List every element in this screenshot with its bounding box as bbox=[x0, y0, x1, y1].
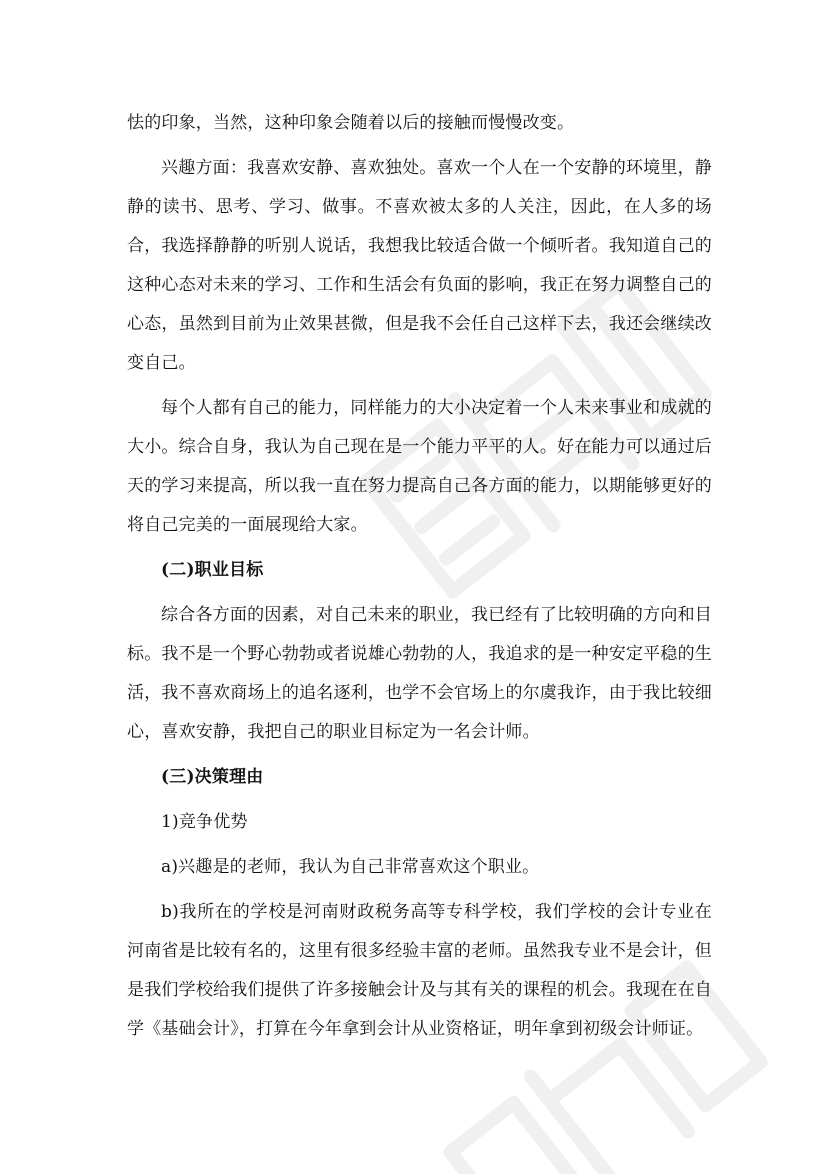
paragraph-career-goal: 综合各方面的因素，对自己未来的职业，我已经有了比较明确的方向和目标。我不是一个野心勃勃或者说雄心勃勃的人，我追求的是一种安定平稳的生活，我不喜欢商场上的追名逐利，也学不会官场上的尔虞我诈，由于我比较细心，喜欢安静，我把自己的职业目标定为一名会计师。 bbox=[127, 605, 712, 742]
list-item-a: a)兴趣是的老师，我认为自己非常喜欢这个职业。 bbox=[161, 857, 540, 877]
paragraph-interests: 兴趣方面：我喜欢安静、喜欢独处。喜欢一个人在一个安静的环境里，静静的读书、思考、学习、做事。不喜欢被太多的人关注，因此，在人多的场合，我选择静静的听别人说话，我想我比较适合做一个倾听者。我知道自己的这种心态对未来的学习、工作和生活会有负面的影响，我正在努力调整自己的心态，虽然到目前为止效果甚微，但是我不会任自己这样下去，我还会继续改变自己。 bbox=[127, 158, 712, 373]
section-heading-career-goal: (二)职业目标 bbox=[161, 560, 264, 580]
document-body bbox=[127, 104, 712, 1055]
list-item-b: b)我所在的学校是河南财政税务高等专科学校，我们学校的会计专业在河南省是比较有名的，这里有很多经验丰富的老师。虽然我专业不是会计，但是我们学校给我们提供了许多接触会计及与其有关的课程的机会。我现在在自学《基础会计》，打算在今年拿到会计从业资格证，明年拿到初级会计师证。 bbox=[127, 902, 712, 1039]
list-heading-competitive-advantage: 1)竞争优势 bbox=[161, 812, 248, 832]
section-heading-decision-reasons: (三)决策理由 bbox=[161, 767, 264, 787]
paragraph-abilities: 每个人都有自己的能力，同样能力的大小决定着一个人未来事业和成就的大小。综合自身，我认为自己现在是一个能力平平的人。好在能力可以通过后天的学习来提高，所以我一直在努力提高自己各方面的能力，以期能够更好的将自己完美的一面展现给大家。 bbox=[127, 398, 712, 535]
paragraph-continuation: 怯的印象，当然，这种印象会随着以后的接触而慢慢改变。 bbox=[127, 113, 575, 133]
